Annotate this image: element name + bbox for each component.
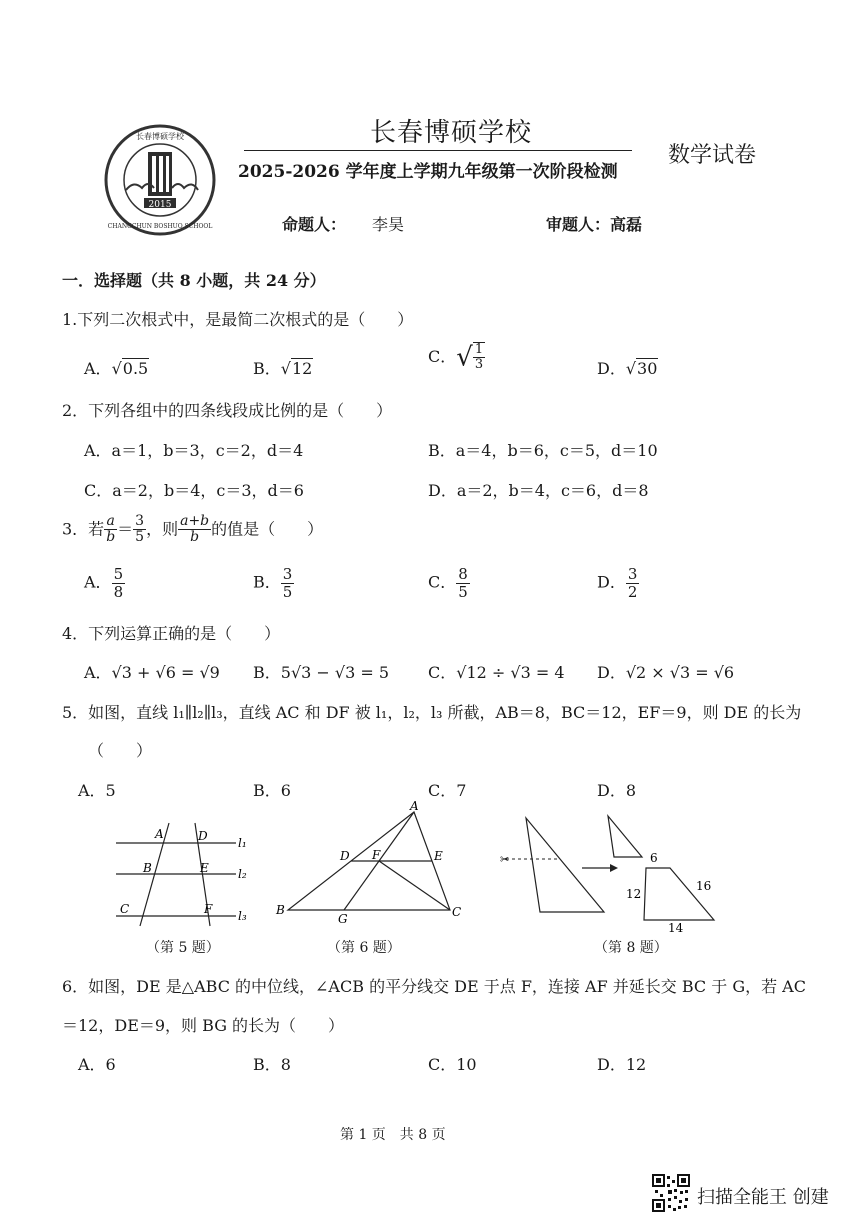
fig5-label-E: E (200, 861, 209, 875)
fig6-label-E: E (434, 849, 443, 863)
q1-option-c: C．√ $\frac{1}{3}$ (428, 342, 484, 373)
q4-option-c: C．√12 ÷ √3 = 4 (428, 663, 565, 682)
fig8-label-12: 12 (626, 887, 642, 901)
q5-stem: 5．如图，直线 l₁∥l₂∥l₃，直线 AC 和 DF 被 l₁，l₂，l₃ 所截，AB＝8，BC＝12，EF＝9，则 DE 的长为 (62, 703, 802, 722)
school-name: 长春博硕学校 (370, 118, 533, 148)
q5-option-d: D．8 (597, 781, 637, 800)
q4-stem: 4．下列运算正确的是（ ） (62, 624, 281, 643)
q4-option-d: D．√2 × √3 = √6 (597, 663, 735, 682)
q3-option-b: B． $\frac{3}{5}$ (253, 565, 293, 601)
author-label: 命题人： (282, 215, 347, 234)
q2-option-b: B．a＝4，b＝6，c＝5，d＝10 (428, 441, 658, 460)
figure-8 (496, 808, 722, 934)
q2-option-d: D．a＝2，b＝4，c＝6，d＝8 (428, 481, 649, 500)
paper-type: 数学试卷 (668, 143, 757, 168)
fig6-label-G: G (338, 912, 348, 926)
q5-option-b: B．6 (253, 781, 291, 800)
q6-option-a: A．6 (78, 1055, 116, 1074)
school-logo (104, 124, 216, 236)
q1-stem: 1.下列二次根式中，是最简二次根式的是（ ） (62, 310, 414, 329)
exam-title: 2025-2026 学年度上学期九年级第一次阶段检测 (238, 162, 618, 182)
q1-option-b: B．√12 (253, 359, 313, 378)
q3-stem: 3．若 $\frac{a}{b}$ ＝ $\frac{3}{5}$ ，则 $\frac{a+b}{b}$ 的值是（ ） (62, 513, 324, 546)
fig8-label-14: 14 (668, 921, 684, 934)
qr-code-icon (652, 1174, 690, 1212)
q5-option-a: A．5 (78, 781, 116, 800)
logo-text-top: 长春博硕学校 (136, 132, 184, 141)
fig6-label-D: D (340, 849, 350, 863)
page-number: 第 1 页 共 8 页 (340, 1127, 446, 1143)
q6-option-d: D．12 (597, 1055, 647, 1074)
fig5-label-l3: l₃ (238, 909, 247, 923)
figure-6 (268, 798, 474, 928)
q2-stem: 2．下列各组中的四条线段成比例的是（ ） (62, 401, 393, 420)
reviewer-label: 审题人： (546, 215, 611, 234)
q2-option-c: C．a＝2，b＝4，c＝3，d＝6 (84, 481, 304, 500)
fig8-label-16: 16 (696, 879, 712, 893)
q2-option-a: A．a＝1，b＝3，c＝2，d＝4 (84, 441, 304, 460)
logo-year: 2015 (148, 200, 172, 210)
q1-option-d: D．√30 (597, 359, 658, 378)
fig8-label-6: 6 (650, 851, 658, 865)
watermark-text: 扫描全能王 创建 (697, 1187, 829, 1208)
fig6-label-A: A (410, 799, 419, 813)
q3-option-d: D． $\frac{3}{2}$ (597, 565, 638, 601)
fig8-caption: （第 8 题） (594, 940, 668, 956)
fig5-label-B: B (143, 861, 152, 875)
author-line (282, 212, 404, 235)
fig5-label-F: F (204, 902, 213, 916)
fig5-label-l2: l₂ (238, 867, 247, 881)
fig5-caption: （第 5 题） (146, 940, 220, 956)
fig6-label-B: B (276, 903, 285, 917)
fig5-label-l1: l₁ (238, 836, 247, 850)
fig5-label-D: D (198, 829, 208, 843)
fig5-label-C: C (120, 902, 130, 916)
q3-option-a: A． $\frac{5}{8}$ (84, 565, 124, 601)
q6-option-b: B．8 (253, 1055, 291, 1074)
q1-option-a: A．√0.5 (84, 359, 149, 378)
figure-5 (112, 818, 262, 930)
section-title: 一．选择题（共 8 小题，共 24 分） (62, 271, 326, 290)
q6-option-c: C．10 (428, 1055, 477, 1074)
logo-text-bottom: CHANGCHUN BOSHUO SCHOOL (107, 223, 213, 230)
fig6-caption: （第 6 题） (327, 940, 401, 956)
fig6-label-C: C (452, 905, 462, 919)
q6-stem-line2: ＝12，DE＝9，则 BG 的长为（ ） (62, 1016, 345, 1035)
fig6-label-F: F (372, 848, 381, 862)
scissors-icon: ✂ (500, 853, 510, 866)
fig5-label-A: A (155, 827, 164, 841)
q5-option-c: C．7 (428, 781, 467, 800)
q4-option-b: B．5√3 − √3 = 5 (253, 663, 390, 682)
q3-option-c: C． $\frac{8}{5}$ (428, 565, 468, 601)
q6-stem-line1: 6．如图，DE 是△ABC 的中位线，∠ACB 的平分线交 DE 于点 F，连接 AF 并延长交 BC 于 G，若 AC (62, 977, 806, 996)
q4-option-a: A．√3 + √6 = √9 (84, 663, 220, 682)
author-name: 李昊 (372, 215, 405, 234)
header-divider (244, 150, 632, 151)
q5-paren: （ ） (88, 741, 153, 760)
reviewer-line (546, 212, 642, 235)
reviewer-name: 高磊 (610, 215, 643, 234)
